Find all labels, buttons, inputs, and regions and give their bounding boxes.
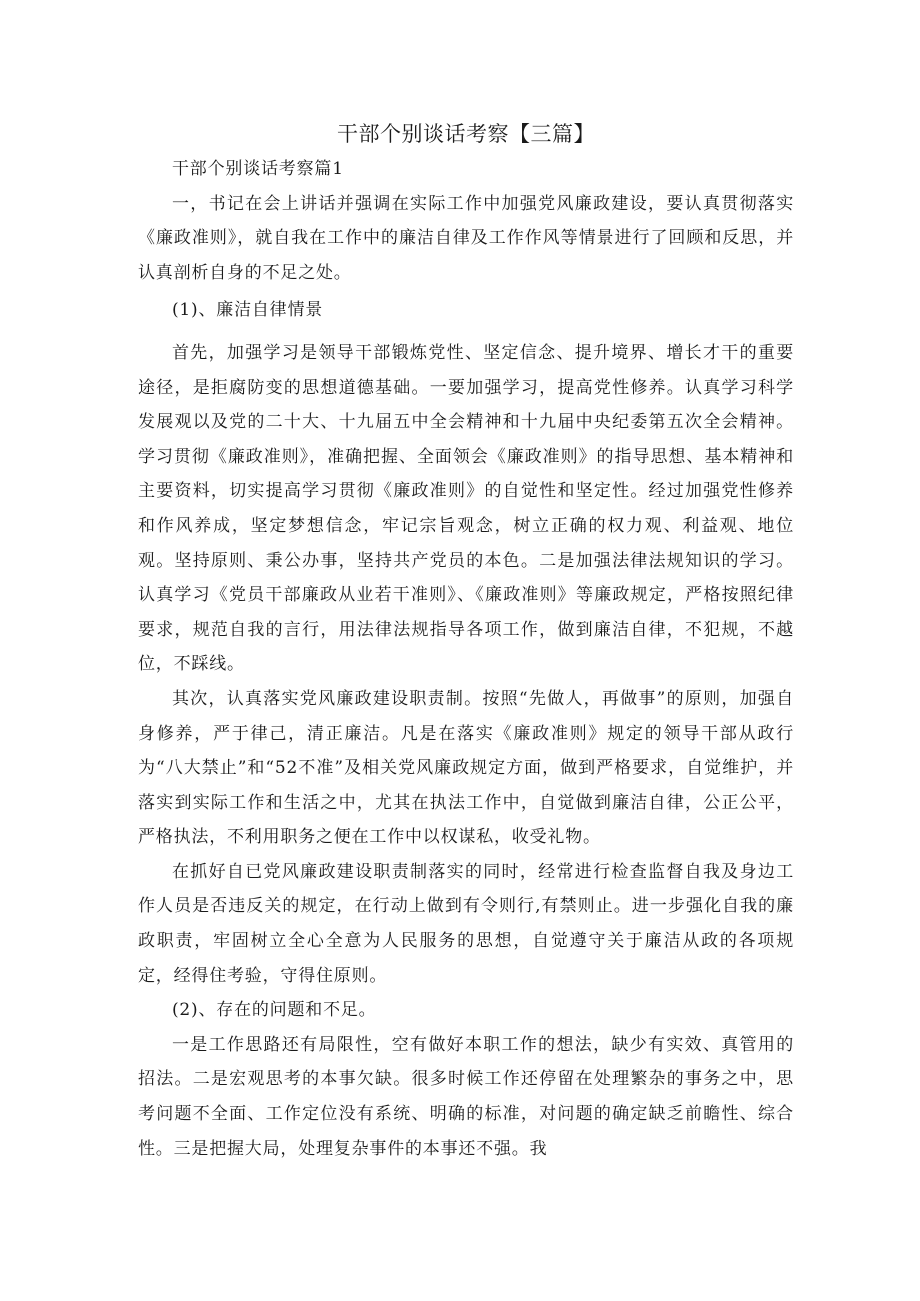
paragraph-first: 首先，加强学习是领导干部锻炼党性、坚定信念、提升境界、增长才干的重要途径，是拒腐防变的思想道德基础。一要加强学习，提高党性修养。认真学习科学发展观以及党的二十大、十九届五中全会精神和十九届中央纪委第五次全会精神。学习贯彻《廉政准则》，准确把握、全面领会《廉政准则》的指导思想、基本精神和主要资料，切实提高学习贯彻《廉政准则》的自觉性和坚定性。经过加强党性修养和作风养成，坚定梦想信念，牢记宗旨观念，树立正确的权力观、利益观、地位观。坚持原则、秉公办事，坚持共产党员的本色。二是加强法律法规知识的学习。认真学习《党员干部廉政从业若干准则》、《廉政准则》等廉政规定，严格按照纪律要求，规范自我的言行，用法律法规指导各项工作，做到廉洁自律，不犯规，不越位，不踩线。: [138, 342, 794, 675]
section-heading-problems: (2)、存在的问题和不足。: [172, 1000, 377, 1021]
paragraph-problems: 一是工作思路还有局限性，空有做好本职工作的想法，缺少有实效、真管用的招法。二是宏观思考的本事欠缺。很多时候工作还停留在处理繁杂的事务之中，思考问题不全面、工作定位没有系统、明确的标准，对问题的确定缺乏前瞻性、综合性。三是把握大局，处理复杂事件的本事还不强。我: [138, 1034, 794, 1159]
section-subtitle: 干部个别谈话考察篇1: [172, 159, 344, 179]
paragraph-intro: 一，书记在会上讲话并强调在实际工作中加强党风廉政建设，要认真贯彻落实《廉政准则》，就自我在工作中的廉洁自律及工作作风等情景进行了回顾和反思，并认真剖析自身的不足之处。: [138, 193, 794, 283]
document-body: [138, 152, 794, 1166]
paragraph-second: 其次，认真落实党风廉政建设职责制。按照“先做人，再做事”的原则，加强自身修养，严于律己，清正廉洁。凡是在落实《廉政准则》规定的领导干部从政行为“八大禁止”和“52不准”及相关党风廉政规定方面，做到严格要求，自觉维护，并落实到实际工作和生活之中，尤其在执法工作中，自觉做到廉洁自律，公正公平，严格执法，不利用职务之便在工作中以权谋私，收受礼物。: [138, 688, 794, 848]
section-heading-integrity: (1)、廉洁自律情景: [172, 300, 324, 321]
document-title: 干部个别谈话考察【三篇】: [337, 122, 595, 146]
paragraph-third: 在抓好自已党风廉政建设职责制落实的同时，经常进行检查监督自我及身边工作人员是否违反关的规定，在行动上做到有令则行,有禁则止。进一步强化自我的廉政职责，牢固树立全心全意为人民服务的思想，自觉遵守关于廉洁从政的各项规定，经得住考验，守得住原则。: [138, 861, 794, 986]
